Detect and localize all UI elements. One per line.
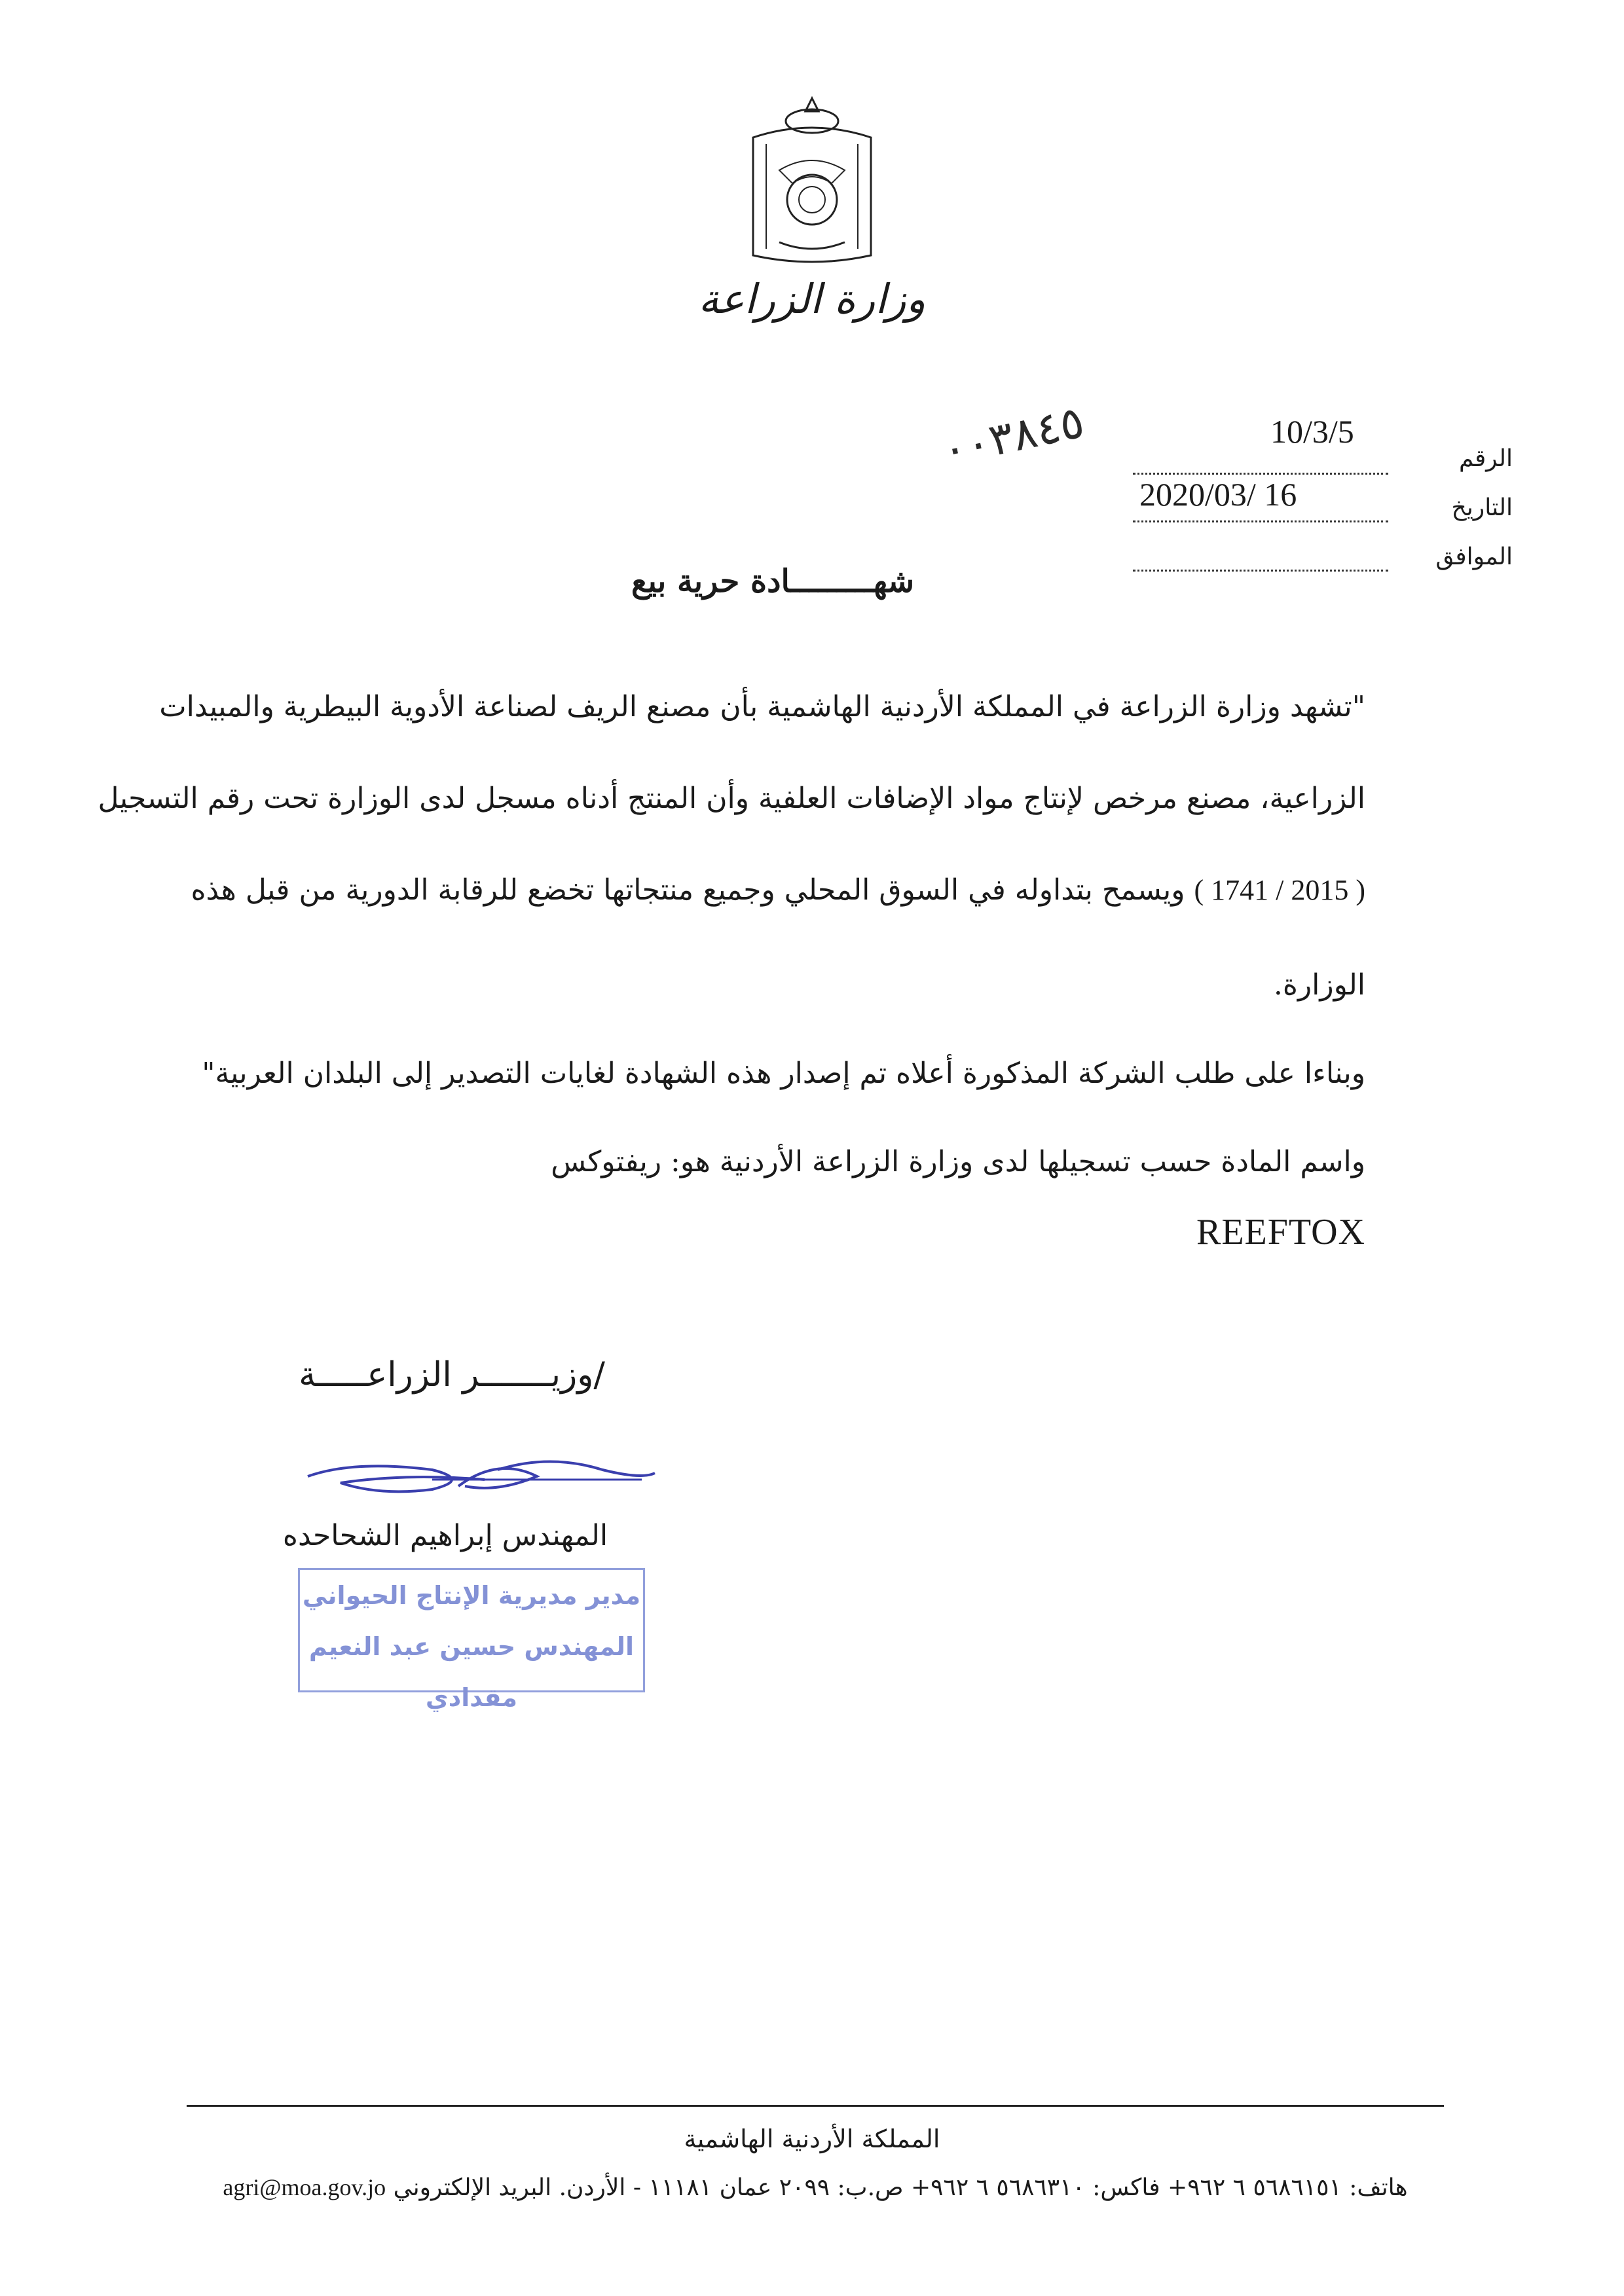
minister-title: /وزيـــــــر الزراعـــــة [299, 1355, 605, 1394]
body-line-6: واسم المادة حسب تسجيلها لدى وزارة الزراعة الأردنية هو: ريفتوكس [551, 1145, 1365, 1178]
ministry-logo-text: وزارة الزراعة [698, 275, 926, 323]
footer-email-link[interactable]: agri@moa.gov.jo [223, 2174, 386, 2200]
corresponding-date-line [1133, 570, 1388, 572]
stamp-line-2: المهندس حسين عبد النعيم مقدادي [308, 1632, 635, 1712]
date-line [1133, 520, 1388, 522]
body-line-3 [191, 871, 1365, 910]
footer-contact-info [187, 2174, 1444, 2201]
footer-contact-text: هاتف: ٥٦٨٦١٥١ ٦ ٩٦٢+ فاكس: ٥٦٨٦٣١٠ ٦ ٩٦٢+ ص.ب: ٢٠٩٩ عمان ١١١٨١ - الأردن. البريد الإلكتروني [393, 2174, 1408, 2201]
body-line-1: "تشهد وزارة الزراعة في المملكة الأردنية الهاشمية بأن مصنع الريف لصناعة الأدوية البيطرية والمبيدات [159, 690, 1365, 723]
minister-name: المهندس إبراهيم الشحاحده [282, 1519, 608, 1552]
handwritten-signature [301, 1440, 668, 1506]
official-stamp [298, 1568, 645, 1712]
footer-kingdom-name: المملكة الأردنية الهاشمية [684, 2124, 940, 2153]
body-line-5: وبناءا على طلب الشركة المذكورة أعلاه تم إصدار هذه الشهادة لغايات التصدير إلى البلدان العربية" [202, 1057, 1365, 1090]
stamp-line-1: مدير مديرية الإنتاج الحيواني [302, 1581, 641, 1610]
reference-number-value: 10/3/5 [1270, 413, 1354, 450]
date-label: التاريخ [1451, 494, 1513, 521]
reference-number-line [1133, 473, 1388, 475]
date-value: 2020/03/ 16 [1139, 476, 1297, 513]
footer-divider [187, 2105, 1444, 2107]
outgoing-stamp-number: ٠٠٣٨٤٥ [937, 396, 1089, 477]
corresponding-date-label: الموافق [1435, 543, 1513, 570]
certificate-title: شهـــــــــادة حرية بيع [631, 563, 915, 600]
body-line-4: الوزارة. [1273, 968, 1365, 1002]
registration-number: ( 1741 / 2015 ) [1194, 874, 1365, 906]
product-name-latin: REEFTOX [1196, 1212, 1365, 1252]
body-line-2: الزراعية، مصنع مرخص لإنتاج مواد الإضافات العلفية وأن المنتج أدناه مسجل لدى الوزارة تحت رقم التسجيل [98, 782, 1365, 815]
coat-of-arms-emblem [740, 92, 884, 275]
reference-number-label: الرقم [1458, 445, 1513, 472]
body-line-3-text: ويسمح بتداوله في السوق المحلي وجميع منتجاتها تخضع للرقابة الدورية من قبل هذه [191, 873, 1185, 907]
